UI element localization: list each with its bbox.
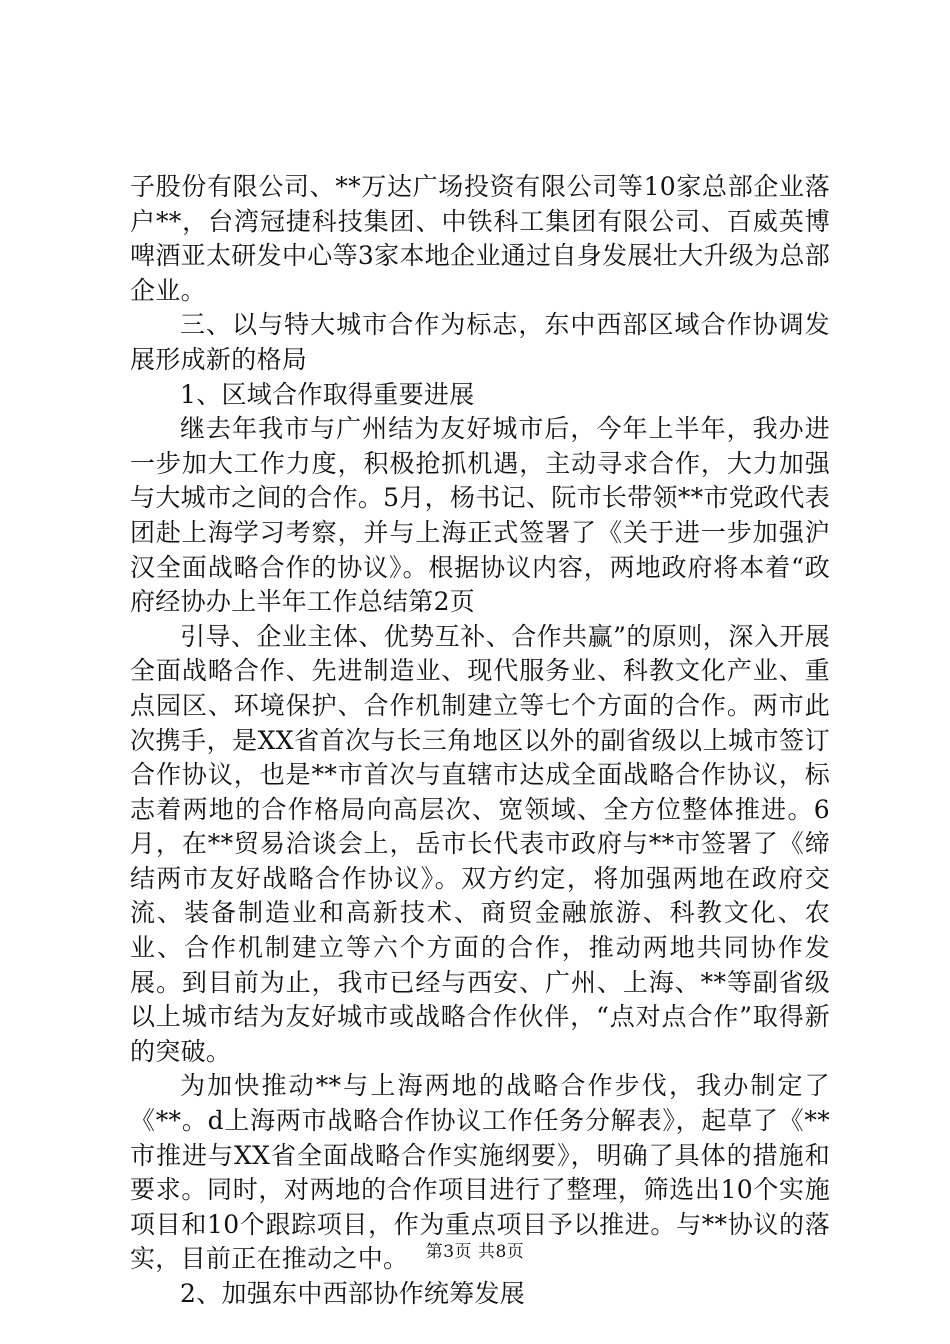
subsection-heading-1: 1、区域合作取得重要进展 — [180, 379, 475, 409]
section-heading-three: 三、以与特大城市合作为标志，东中西部区域合作协调发展形成新的格局 — [130, 310, 830, 374]
paragraph-continuation: 子股份有限公司、**万达广场投资有限公司等10家总部企业落户**，台湾冠捷科技集团、中铁科工集团有限公司、百威英博啤酒亚太研发中心等3家本地企业通过自身发展壮大升级为总部企业。 — [130, 172, 830, 305]
subsection-heading-2: 2、加强东中西部协作统筹发展 — [180, 1279, 526, 1308]
page-footer: 第3页 共8页 — [425, 1242, 525, 1262]
paragraph-strategic-cooperation: 引导、企业主体、优势互补、合作共赢”的原则，深入开展全面战略合作、先进制造业、现代服务业、科教文化产业、重点园区、环境保护、合作机制建立等七个方面的合作。两市此次携手，是XX省首次与长三角地区以外的副省级以上城市签订合作协议，也是**市首次与直辖市达成全面战略合作协议，标志着两地的合作格局向高层次、宽领域、全方位整体推进。6月，在**贸易洽谈会上，岳市长代表市政府与**市签署了《缔结两市友好战略合作协议》。双方约定，将加强两地在政府交流、装备制造业和高新技术、商贸金融旅游、科教文化、农业、合作机制建立等六个方面的合作，推动两地共同协作发展。到目前为止，我市已经与西安、广州、上海、**等副省级以上城市结为友好城市或战略合作伙伴，“点对点合作”取得新的突破。 — [130, 621, 830, 1066]
paragraph-regional-cooperation: 继去年我市与广州结为友好城市后，今年上半年，我办进一步加大工作力度，积极抢抓机遇，主动寻求合作，大力加强与大城市之间的合作。5月，杨书记、阮市长带领**市党政代表团赴上海学习考察，并与上海正式签署了《关于进一步加强沪汉全面战略合作的协议》。根据协议内容，两地政府将本着“政府经协办上半年工作总结第2页 — [130, 414, 830, 617]
document-body — [130, 170, 830, 1312]
paragraph-shanghai-cooperation: 为加快推动**与上海两地的战略合作步伐，我办制定了《**。d上海两市战略合作协议工作任务分解表》，起草了《**市推进与XX省全面战略合作实施纲要》，明确了具体的措施和要求。同时，对两地的合作项目进行了整理，筛选出10个实施项目和10个跟踪项目，作为重点项目予以推进。与**协议的落实，目前正在推动之中。 — [130, 1071, 830, 1274]
